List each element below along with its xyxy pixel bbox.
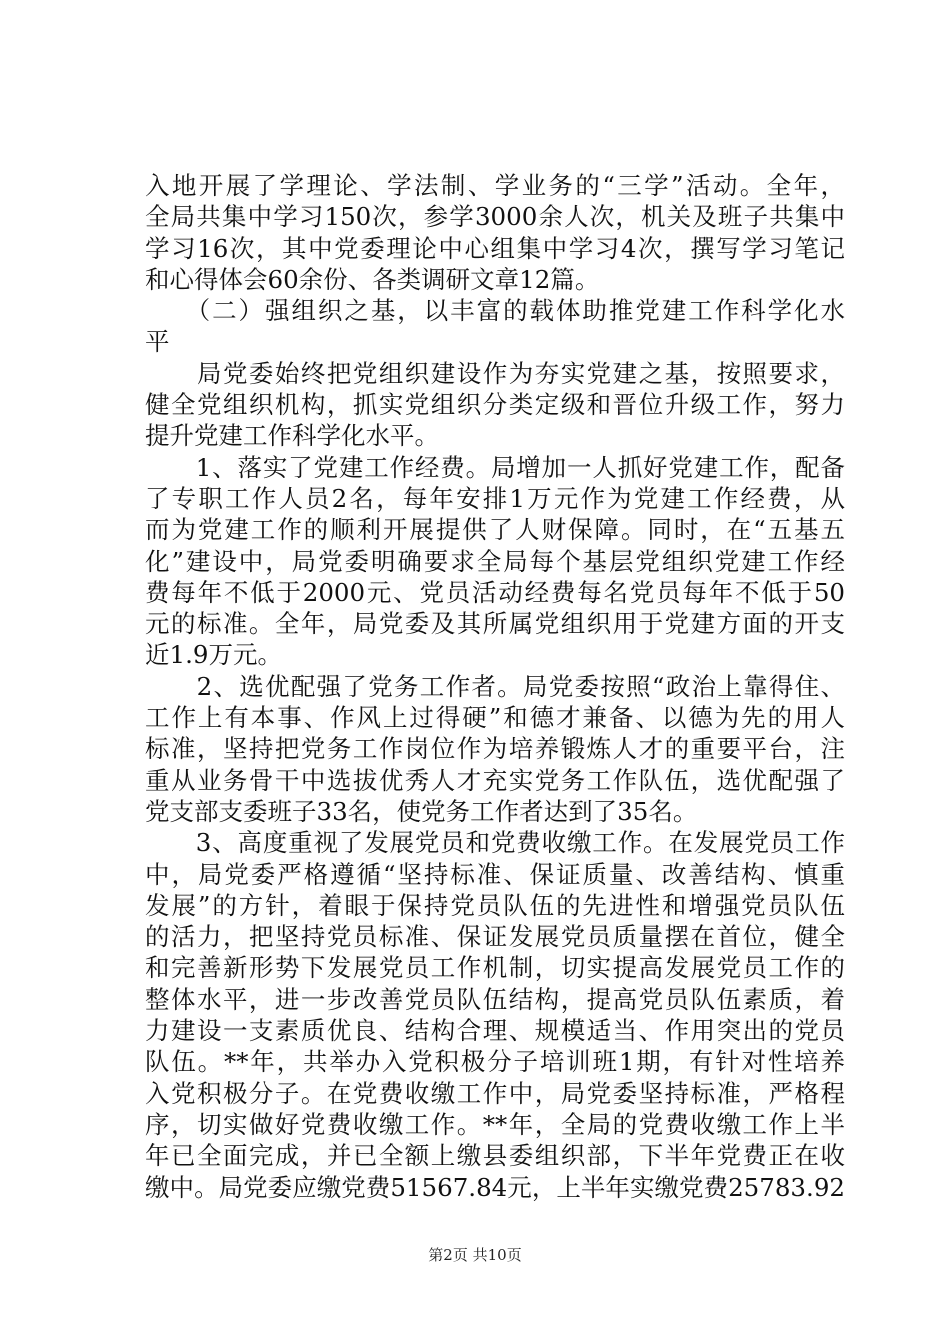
- text-line: 费每年不低于2000元、党员活动经费每名党员每年不低于50: [145, 577, 845, 607]
- text-line: 发展”的方针，着眼于保持党员队伍的先进性和增强党员队伍: [145, 890, 845, 920]
- text-line: 局党委始终把党组织建设作为夯实党建之基，按照要求，: [145, 358, 845, 388]
- text-line: （二）强组织之基，以丰富的载体助推党建工作科学化水: [145, 296, 845, 326]
- text-line: 了专职工作人员2名，每年安排1万元作为党建工作经费，从: [145, 483, 845, 513]
- text-line: 全局共集中学习150次，参学3000余人次，机关及班子共集中: [145, 202, 845, 232]
- text-line: 整体水平，进一步改善党员队伍结构，提高党员队伍素质，着: [145, 984, 845, 1014]
- text-line: 的活力，把坚持党员标准、保证发展党员质量摆在首位，健全: [145, 922, 845, 952]
- text-line: 年已全面完成，并已全额上缴县委组织部，下半年党费正在收: [145, 1141, 845, 1171]
- document-body: [145, 170, 845, 1203]
- text-line: 健全党组织机构，抓实党组织分类定级和晋位升级工作，努力: [145, 390, 845, 420]
- text-line: 而为党建工作的顺利开展提供了人财保障。同时，在“五基五: [145, 515, 845, 545]
- text-line: 重从业务骨干中选拔优秀人才充实党务工作队伍，选优配强了: [145, 765, 845, 795]
- text-line: 和心得体会60余份、各类调研文章12篇。: [145, 264, 600, 294]
- text-line: 入地开展了学理论、学法制、学业务的“三学”活动。全年，: [145, 171, 845, 200]
- text-line: 学习16次，其中党委理论中心组集中学习4次，撰写学习笔记: [145, 233, 845, 263]
- text-line: 提升党建工作科学化水平。: [145, 421, 439, 451]
- text-line: 3、高度重视了发展党员和党费收缴工作。在发展党员工作: [145, 828, 845, 858]
- text-line: 2、选优配强了党务工作者。局党委按照“政治上靠得住、: [145, 671, 845, 701]
- text-line: 近1.9万元。: [145, 640, 282, 670]
- text-line: 缴中。局党委应缴党费51567.84元，上半年实缴党费25783.92: [145, 1172, 845, 1202]
- text-line: 中，局党委严格遵循“坚持标准、保证质量、改善结构、慎重: [145, 859, 845, 889]
- text-line: 1、落实了党建工作经费。局增加一人抓好党建工作，配备: [145, 452, 845, 482]
- text-line: 平: [145, 327, 170, 357]
- text-line: 工作上有本事、作风上过得硬”和德才兼备、以德为先的用人: [145, 703, 845, 733]
- page-footer: 第2页 共10页: [428, 1246, 522, 1264]
- text-line: 标准，坚持把党务工作岗位作为培养锻炼人才的重要平台，注: [145, 734, 845, 764]
- text-line: 党支部支委班子33名，使党务工作者达到了35名。: [145, 796, 698, 826]
- text-line: 力建设一支素质优良、结构合理、规模适当、作用突出的党员: [145, 1016, 845, 1046]
- text-line: 入党积极分子。在党费收缴工作中，局党委坚持标准，严格程: [145, 1078, 845, 1108]
- text-line: 队伍。**年，共举办入党积极分子培训班1期，有针对性培养: [145, 1047, 845, 1077]
- text-line: 序，切实做好党费收缴工作。**年，全局的党费收缴工作上半: [145, 1109, 845, 1139]
- text-line: 和完善新形势下发展党员工作机制，切实提高发展党员工作的: [145, 953, 845, 983]
- text-line: 元的标准。全年，局党委及其所属党组织用于党建方面的开支: [145, 609, 845, 639]
- text-line: 化”建设中，局党委明确要求全局每个基层党组织党建工作经: [145, 546, 845, 576]
